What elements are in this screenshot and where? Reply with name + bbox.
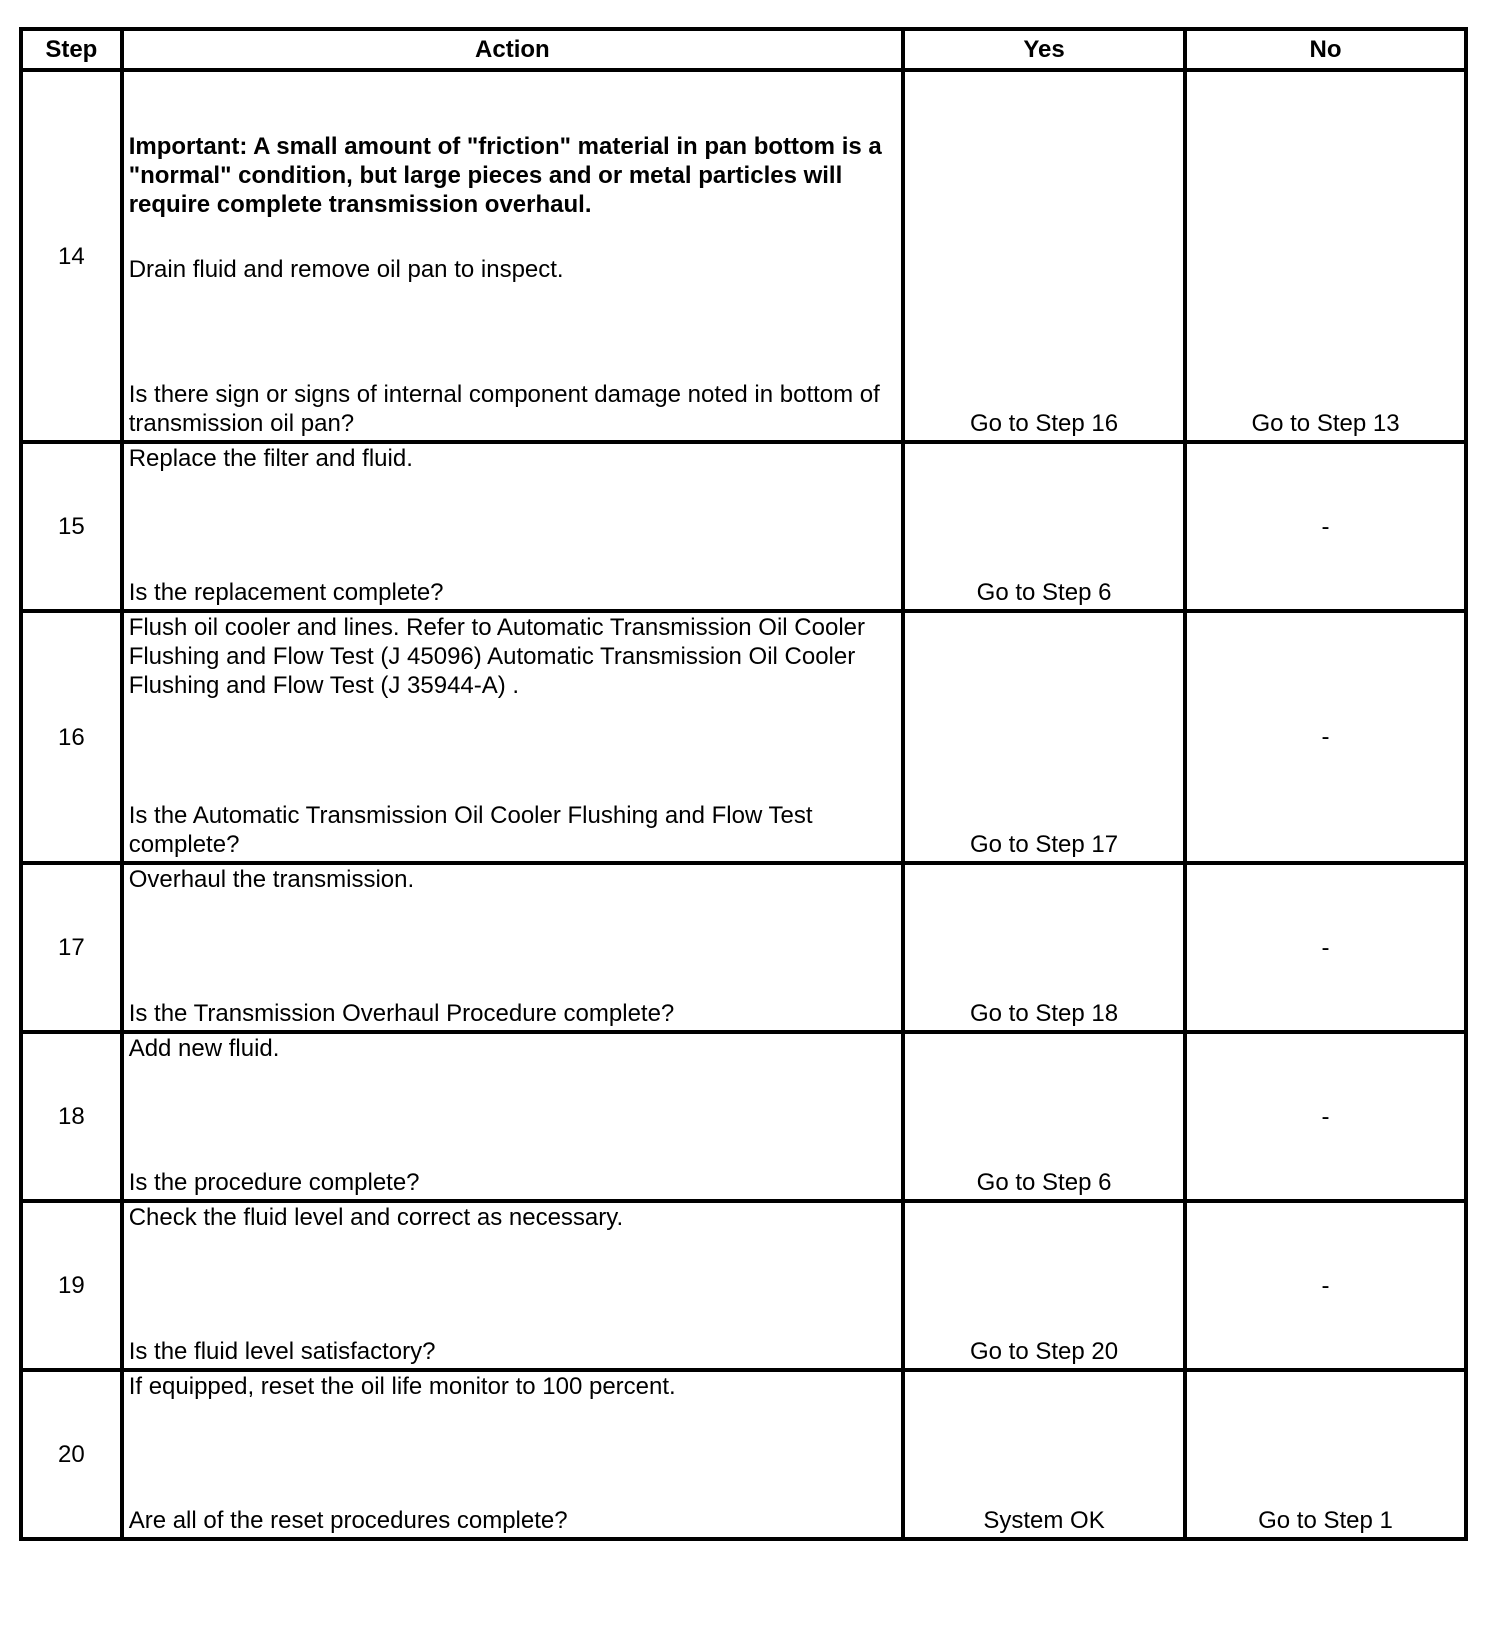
action-question: Are all of the reset procedures complete? [128,1507,568,1534]
yes-cell [903,70,1185,442]
action-cell [122,1201,903,1370]
action-instruction: Replace the filter and fluid. [128,445,413,472]
action-question: Is the fluid level satisfactory? [128,1338,436,1365]
action-question: Is the Automatic Transmission Oil Cooler Flushing and Flow Test complete? [128,802,813,858]
no-result: - [1321,513,1330,540]
table-row-step-19 [21,1201,1466,1370]
step-number: 15 [21,442,122,611]
yes-cell [903,611,1185,863]
action-instruction: If equipped, reset the oil life monitor to 100 percent. [128,1373,676,1400]
action-instruction: Flush oil cooler and lines. Refer to Automatic Transmission Oil Cooler Flushing and Flow Test (J 45096) Automatic Transmission Oil Cooler Flushing and Flow Test (J 35944-A) . [128,614,865,699]
action-cell [122,1370,903,1539]
action-question: Is the procedure complete? [128,1169,420,1196]
table-row-step-16 [21,611,1466,863]
yes-cell [903,1032,1185,1201]
no-result: - [1321,1272,1330,1299]
table-row-step-20 [21,1370,1466,1539]
yes-result: System OK [983,1507,1105,1534]
yes-cell [903,1201,1185,1370]
yes-result: Go to Step 20 [970,1338,1119,1365]
action-instruction: Check the fluid level and correct as necessary. [128,1204,624,1231]
table-row-step-14 [21,70,1466,442]
action-cell [122,1032,903,1201]
yes-result: Go to Step 18 [970,1000,1119,1027]
important-note: Important: A small amount of "friction" material in pan bottom is a "normal" condition, but large pieces and or metal particles will require complete transmission overhaul. [128,133,882,218]
no-result: - [1321,934,1330,961]
header-action: Action [122,29,903,70]
no-result: Go to Step 1 [1258,1507,1393,1534]
action-cell [122,442,903,611]
table-row-step-18 [21,1032,1466,1201]
action-instruction: Add new fluid. [128,1035,280,1062]
action-instruction: Overhaul the transmission. [128,866,415,893]
no-cell [1185,863,1466,1032]
no-cell [1185,1370,1466,1539]
yes-result: Go to Step 17 [970,831,1119,858]
action-instruction: Drain fluid and remove oil pan to inspect. [128,256,564,283]
header-row [21,29,1466,70]
no-cell [1185,70,1466,442]
table-row-step-15 [21,442,1466,611]
no-cell [1185,611,1466,863]
step-number: 19 [21,1201,122,1370]
action-cell [122,863,903,1032]
step-number: 17 [21,863,122,1032]
action-question: Is the Transmission Overhaul Procedure complete? [128,1000,675,1027]
header-no: No [1185,29,1466,70]
no-cell [1185,442,1466,611]
no-result: - [1321,723,1330,751]
no-cell [1185,1032,1466,1201]
step-number: 20 [21,1370,122,1539]
yes-cell [903,442,1185,611]
yes-result: Go to Step 6 [976,579,1112,606]
no-result: Go to Step 13 [1251,410,1400,437]
header-step: Step [21,29,122,70]
action-question: Is there sign or signs of internal component damage noted in bottom of transmission oil pan? [128,381,880,437]
yes-cell [903,1370,1185,1539]
yes-cell [903,863,1185,1032]
action-cell [122,70,903,442]
step-number: 18 [21,1032,122,1201]
no-cell [1185,1201,1466,1370]
step-number: 14 [21,70,122,442]
yes-result: Go to Step 6 [976,1169,1112,1196]
yes-result: Go to Step 16 [970,410,1119,437]
header-yes: Yes [903,29,1185,70]
action-cell [122,611,903,863]
no-result: - [1321,1103,1330,1130]
action-question: Is the replacement complete? [128,579,444,606]
diagnostic-table [19,27,1468,1541]
table-row-step-17 [21,863,1466,1032]
step-number: 16 [21,611,122,863]
